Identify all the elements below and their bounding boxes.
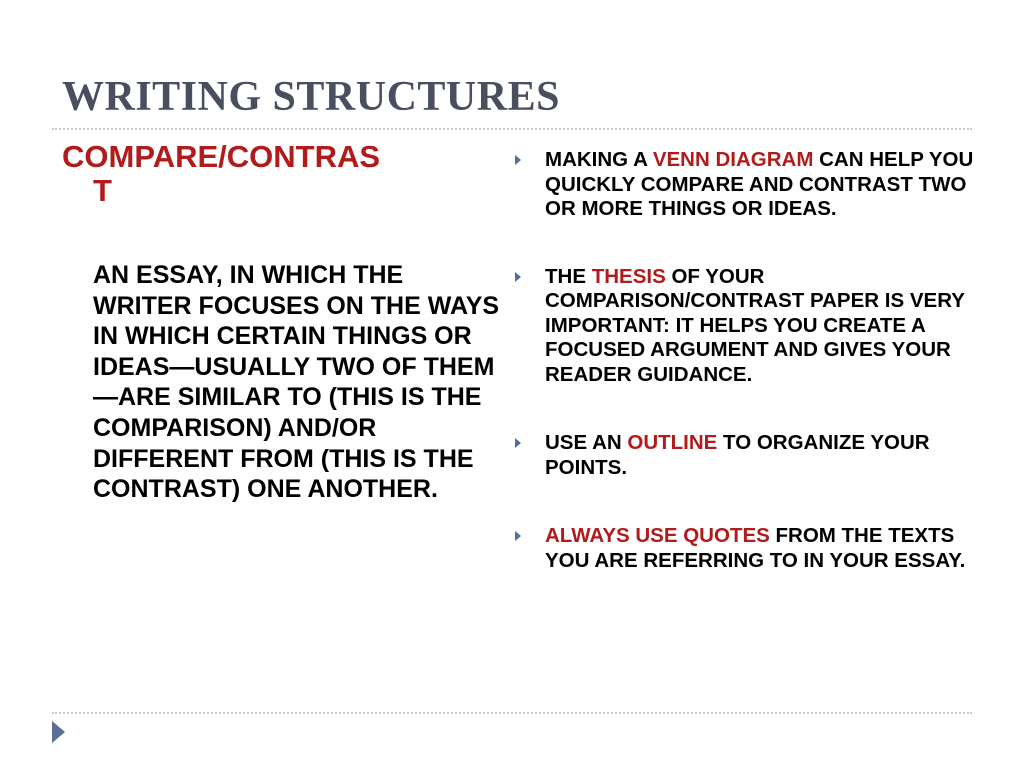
triangle-bullet-icon [515, 155, 521, 165]
bullet-text: TO ORGANIZE YOUR POINTS. [545, 431, 930, 479]
bullet-highlight: ALWAYS USE QUOTES [545, 524, 770, 547]
bullet-text: USE AN [545, 431, 628, 454]
bullet-item-venn-diagram [512, 148, 990, 222]
definition-text: AN ESSAY, IN WHICH THE WRITER FOCUSES ON THE WAYS IN WHICH CERTAIN THINGS OR IDEAS—USUALLY TWO OF THEM—ARE SIMILAR TO (THIS IS THE COMPARISON) AND/OR DIFFERENT FROM (THIS IS THE CONTRAST) ONE ANOTHER. [93, 261, 500, 504]
bullet-item-thesis [512, 265, 990, 388]
triangle-bullet-icon [515, 438, 521, 448]
section-heading-line-2: T [93, 173, 112, 208]
section-heading [62, 140, 482, 208]
triangle-bullet-icon [515, 531, 521, 541]
section-heading-line-1: COMPARE/CONTRAS [62, 139, 381, 174]
bullet-highlight: THESIS [591, 264, 666, 288]
bullet-text: MAKING A [545, 148, 653, 171]
footer-divider [52, 712, 972, 714]
bullet-highlight: VENN DIAGRAM [652, 148, 814, 171]
title-divider [52, 128, 972, 130]
bullet-item-quotes [512, 524, 990, 573]
bullet-text: CAN HELP YOU QUICKLY COMPARE AND CONTRAST TWO OR MORE THINGS OR IDEAS. [545, 148, 974, 220]
bullet-text: FROM THE TEXTS YOU ARE REFERRING TO IN YOUR ESSAY. [545, 524, 966, 572]
bullet-text: OF YOUR COMPARISON/CONTRAST PAPER IS VERY IMPORTANT: IT HELPS YOU CREATE A FOCUSED ARGUMENT AND GIVES YOUR READER GUIDANCE. [545, 264, 965, 386]
bullet-highlight: OUTLINE [627, 431, 718, 454]
bullet-list [512, 148, 990, 573]
triangle-bullet-icon [515, 272, 521, 282]
bullet-text: THE [545, 264, 592, 288]
bullet-item-outline [512, 431, 990, 480]
slide-title: WRITING STRUCTURES [62, 74, 560, 120]
next-slide-arrow-icon[interactable] [52, 721, 65, 743]
